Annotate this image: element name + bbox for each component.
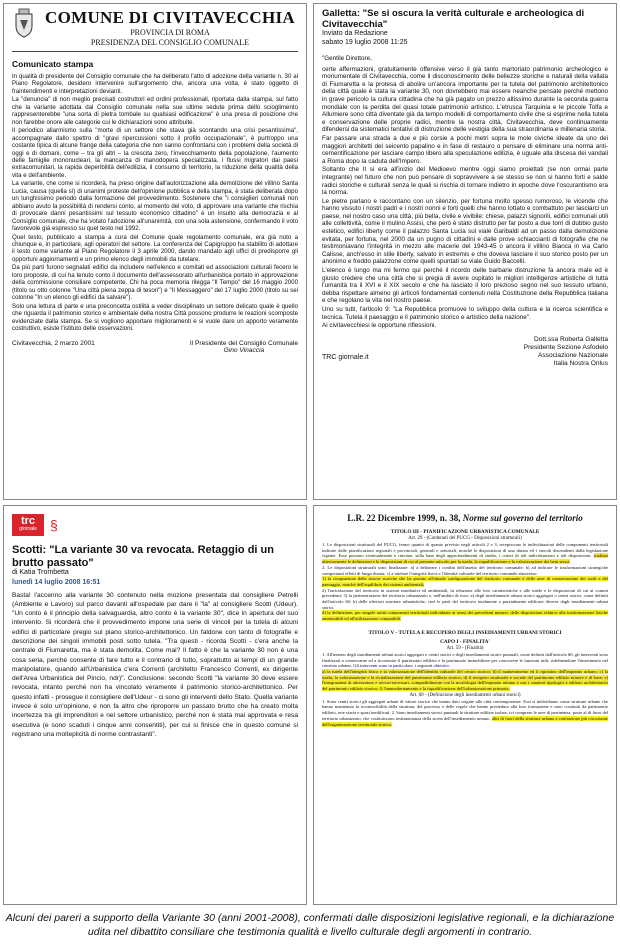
signature-role: Il Presidente del Consiglio Comunale	[189, 340, 298, 348]
paragraph: Da più parti furono segnalati edifici da includere nell'elenco e comitati ed associazioni culturali fecero le loro proposte, di cui ha tenuto conto il documento dell'assessorato all'urbanistica portato in approvazione della commissione consiliare competente. Chi ha poca memoria rilegga "Il Tempo" del 16 maggio 2000 (titolo su otto colonne "Una città piena zeppa di tesori") e "Il Messaggero" del 17 luglio 2000 (titolo su sei colonne "In un elenco gli edifici da salvare").	[12, 264, 298, 302]
law-text	[322, 669, 608, 692]
place-date: Civitavecchia, 2 marzo 2001	[12, 340, 95, 348]
highlighted-text: studiare ulteriormente le definizioni e le disposizioni di cui al presente articolo per la tutela, la riqualificazione e la valorizzazione dei beni stessi.	[322, 553, 609, 565]
highlighted-text: 1) la ricognizione delle risorse storiche che ha portato all'attuale configurazione del territorio comunale e delle aree di conservazione dei suoli e del paesaggio, nonché dell'equilibrio dei sistemi ambientali;	[322, 576, 608, 587]
image-caption: Alcuni dei pareri a supporto della Variante 30 (anni 2001-2008), confermati dalle disposizioni legislative regionali, e la dichiarazione udita nel dibattito consiliare che testimonia qualità e livello culturale degli argomenti in contrario.	[5, 912, 615, 938]
seahorse-icon: §	[50, 517, 58, 533]
provincia-label: PROVINCIA DI ROMA	[130, 28, 210, 37]
letter-panel	[313, 3, 617, 500]
paragraph: Far passare una strada a due e più corsie a pochi metri sopra le mole civiche ideate da uno dei maggiori architetti del seicento papalino e in fase di restauro o pensare di eliminare una norma anti-cementificazione per lasciare campo libero alla speculazione edilizia, è uguale alla discesa dei vandali a Roma dopo la caduta dell'Impero.	[322, 134, 608, 165]
law-text-span: 1. Sono centri storici gli aggregati urbani di valore storico che hanno dato origine alle città contemporanee. Essi si individuano come strutture urbane che hanno mantenuto la riconoscibilità della struttura, del processo e delle regole che hanno presieduto alla loro formazione e sono costituiti da patrimonio edilizio, rete viaria e spazi inedificati. 2. Sono insediamenti storici puntuali le strutture edilizie isolate, ivi comprese le aree di pertinenza, poste al di fuori del territorio urbanizzato, che costituiscono testimonianza della storia dell'insediamento umano.	[322, 698, 608, 721]
paragraph: La variante, che come si ricorderà, ha preso origine dall'autorizzazione alla demolizione del villino Santa Lucia, causa (quella sì) di unanimi proteste dell'opinione pubblica e della stampa, è stata deliberata dopo un lunghissimo periodo dalla formazione del provvedimento. Sostenere che "i consiglieri comunali non abbiano avuto la possibilità di rendersi conto, al momento del voto, di approvare una variante che rischia di provocare danni pesantissimi sul tessuto economico cittadino" è un insulto alla democrazia e al Consiglio comunale, che ha votato l'adozione all'unanimità, con una sola astensione, confermando il voto favorevole già espresso su quel testo nel 1992.	[12, 180, 298, 233]
law-text: 2. Le disposizioni strutturali sono finalizzate: a) a delineare i confini dell'assetto del territorio comunale; b) ad indicare le trasformazioni strategiche comportanti effetti di lunga durata; c) a tutelare l'integrità fisica e l'identità culturale del territorio comunale attraverso:	[322, 564, 608, 576]
press-release-body	[12, 73, 298, 332]
signature-block	[190, 340, 298, 354]
highlighted-text: altri di fuori della struttura urbana a contrazione più circostante dell'organizzazione territoriale storica.	[322, 715, 608, 727]
trc-logo-sub: giornale	[19, 526, 37, 532]
law-body	[322, 542, 608, 622]
comune-name: COMUNE DI CIVITAVECCHIA	[45, 8, 295, 27]
press-release-title: Comunicato stampa	[12, 59, 94, 69]
paragraph: Ai civitavecchiesi le opportune riflessioni.	[322, 322, 437, 330]
signature-line: Dott.ssa Roberta Galletta	[533, 335, 608, 343]
article-panel	[3, 505, 307, 905]
law-title-plain: L.R. 22 Dicembre 1999, n. 38,	[347, 513, 461, 523]
paragraph: certe affermazioni, gratuitamente offensive verso il già tanto martoriato patrimonio archeologico e monumentale di Civitavecchia, come il disconoscimento delle bellezze storiche e naturali della vallata di Fiumaretta e la protesa di abolire un'ancora importante per la tutela del patrimonio architettonico della città quale è stata la variante 30, non dovrebbero mai essere neanche pensate perché mettono in grave pericolo la cultura cittadina che ha già pagato un prezzo altissimo durante la seconda guerra mondiale con la perdita del quasi totale patrimonio artistico. L'etrusca Tarquinia e le piccole Tolfa e Allumiere sono città diventate già da tempo modelli di comportamento civile che si esprime nella tutela e conservazione delle proprie radici, mentre la nostra città, Civitavecchia, deve continuamente difendersi da sistematici tentativi di distruzione delle vestigia della sua straordinaria e millenaria storia.	[322, 65, 608, 134]
press-release-panel	[3, 3, 307, 500]
law-text	[322, 699, 608, 728]
law-section-heading: TITOLO V - TUTELA E RECUPERO DEGLI INSEDIAMENTI URBANI STORICI	[368, 629, 562, 636]
trc-logo	[12, 514, 44, 536]
letter-signature	[322, 336, 608, 368]
law-section-heading: TITOLO III - PIANIFICAZIONE URBANISTICA COMUNALE	[390, 529, 540, 535]
law-article-heading: Art. 59 - (Finalità)	[446, 645, 484, 651]
law-chapter-heading: CAPO I - FINALITA'	[440, 638, 490, 645]
paragraph: In qualità di presidente del Consiglio comunale che ha deliberato l'atto di adozione della variante n. 30 al Piano Regolatore, desidero intervenire sull'argomento che, ancora una volta, è stato oggetto di fraintendimenti e interpretazioni devianti.	[12, 73, 298, 95]
highlighted-text: a) la tutela dell'integrità fisica e la valorizzazione dell'identità culturale del centro storico; b) il mantenimento ed il ripristino dell'impianto urbano; c) la tutela, la valorizzazione e la rivitalizzazione del patrimonio edilizio storico; d) il recupero strutturale e sociale del patrimonio edilizio minore e di base; e) l'integrazione di attrezzature e servizi necessari, compatibilmente con la morfologia dell'impianto urbano e con i caratteri tipologici e edilizio architettonici del patrimonio edilizio storico; f) l'ammodernamento e la riqualificazione dell'urbanizzazione primaria.	[322, 668, 608, 692]
law-body	[322, 652, 608, 692]
paragraph: Il periodico allarmismo sulla "morte di un settore che stava già scontando una crisi pesantissima", accompagnate dallo spettro di "gravi ripercussioni sotto il profilo occupazionale", è purtroppo una costante tipica di alcune frange della categoria che non sanno confrontarsi con i problemi della società di oggi e di domani, come – tra gli altri – la crescita zero, l'invecchiamento della popolazione, l'aumento delle famiglie mononucleari, la mancanza di manodopera specializzata, i flussi migratori dai paesi extracomunitari, la rapida deperibilità dell'edilizia, il consumo di territorio, la riduzione della qualità della vita e dell'ambiente.	[12, 127, 298, 179]
law-text-span: 1. Le disposizioni strutturali del PUCG, fermo quanto di quanto previsto negli articoli 2 e 3, recepiscono le individuazioni delle componenti territoriali indicate dalle pianificazioni regionali e provinciali, generali e settoriali, nonché le disposizioni di una durata ed i vincoli discendenti dalla legislazione vigente. Esse possono eventualmente e rinviare, sulla base degli approfondimenti di studio, i criteri di tali individuazioni e tali disposizioni.	[322, 542, 608, 559]
law-text: 1. All'interno degli insediamenti urbani storici aggregati o centri storici e degli insediamenti storici puntuali, come definiti dall'articolo 60, gli interventi sono finalizzati a conservarne ed a ricostruire il patrimonio edilizio e la patrimonio immobiliare per concorrere le funzioni utili, ridefinendone l'inserimento nel contesto urbano. Gli interventi sono in particolare, i seguenti obiettivi:	[322, 651, 608, 669]
coat-of-arms-icon	[12, 8, 36, 38]
letter-body	[322, 55, 608, 330]
paragraph: Solo una lettura di parte e una preconcetta ostilità a veder disciplinato un settore delicato quale è quello che riguarda il patrimonio storico e ambientale della nostra Città possono produrre le reazioni scomposte evidenziate dalla stampa. Se si vogliono apportare miglioramenti e si vuole dare un apporto veramente costruttivo, esiste l'istituto delle osservazioni.	[12, 302, 298, 332]
signature-line: Italia Nostra Onlus	[553, 359, 608, 367]
paragraph: Soltanto che Il si era all'inizio del Medioevo mentre oggi siamo proiettati (se non ormai parte integrante) nel futuro che non può pensare di sopravvivere a se stesso se non si hanno forti e salde radici storiche e culturali senza le quali si rischia di tornare indietro in epoche dove l'oscurantismo era la norma.	[322, 166, 608, 197]
article-title: Scotti: "La variante 30 va revocata. Retaggio di un brutto passato"	[12, 544, 274, 569]
law-title-italic: Norme sul governo del territorio	[462, 513, 583, 523]
law-body	[322, 699, 608, 728]
law-text	[322, 610, 608, 621]
law-panel	[313, 505, 617, 905]
paragraph: L'elenco è lungo ma mi fermo qui perché il ricordo delle barbarie distruzione fa ancora male ed è giusto credere che una città che si pregia di avere ospitato le migliori intelligenze artistiche di tutta l'umanità tra il XVI e il XIX secolo e che ha lasciato il loro prezioso segno nel suo tessuto urbano, debba rispettare almeno gli articoli fondamentali contenuti nella Costituzione della Repubblica italiana e che regolano la vita nel nostro paese.	[322, 267, 608, 305]
letter-sender: Inviato da Redazione	[322, 30, 388, 37]
law-text	[322, 576, 608, 587]
article-date: lunedì 14 luglio 2008 16:51	[12, 578, 101, 586]
paragraph: Uno su tutti, l'articolo 9: "La Repubblica promuove lo sviluppo della cultura e la ricerca scientifica e tecnica. Tutela il paesaggio e il patrimonio storico e artistico della nazione".	[322, 306, 608, 321]
signature-line: Associazione Nazionale	[537, 351, 608, 359]
letter-greeting: "Gentile Direttore,	[322, 55, 372, 62]
signature-line: Presidente Sezione Asfodelo	[523, 343, 608, 351]
signature-name: Gino Vinaccia	[223, 347, 265, 355]
law-article-heading: Art. 60 - (Definizione degli insediamenti urbani storici)	[409, 692, 521, 698]
source-site: TRC giornale.it	[322, 353, 369, 361]
article-body: Basta! l'accenno alla variante 30 contenuto nella mozione presentata dal consigliere Petrelli (Ambiente e Lavoro) sul parco davanti all'ospedale par dare il "la" al consigliere Scotti (Udeur). "Un conto è il principio della salvaguardia, altro conto è la variante 30", dice in apertura del suo intervento. Si ricorderà che il provvedimento impone una serie di vincoli per la tutela di alcuni edifici di particolare pregio sul piano storico-architettonico. Un faldone con tanto di fotografie e descrizione dei singoli immobili posti sotto tutela. "Tra questi - ricorda Scotti - c'era anche la centrale di Fiumaretta, ma è stata demolita. Come mai? Il fatto è che la variante 30 non è una cosa seria, perché consente di fare tutto e il contrario di tutto, soprattutto ai tempi di un grande manipolatore, quando all'Urbanistica c'era Correnti (architetto Francesco Correnti, ex dirigente dell'Area Urbanistica del Pincio, ndr)". Conclusione: secondo Scotti "la variante 30 deve essere revocata, intanto perché non ha vincolato veramente il patrimonio storico-architettonico. Per questo infatti - prosegue il consigliere dell'Udeur - ci sono gli interventi dello Stato. Quella variante invece è solo un'opinione, e non fa altro che riproporre un passato brutto che ha creato molta incertezza tra gli imprenditori e nel settore urbanistico, perché non è stata mai approvata e resa esecutiva (e sono scaduti i cinque anni consentiti), per cui si finisce che in questo comune si registrano una molteplicità di norme contrastanti".	[12, 591, 298, 738]
article-author: di Katia Trombetta	[12, 569, 69, 576]
paragraph: Le pietre parlano e raccontano con un silenzio, per fortuna molto spesso rumoroso, le vicende che hanno vissuto i nostri padri e i nostri nonni e forti quelli che hanno lottato e combattuto per lasciarci un paese, nel nostro caso una città, più bella, civile e vivibile: chiese, palazzi signorili, edifici comunali utili alle collettività, come il mulino Assisi, che però è stato distrutto per far posto a due torri di dubbio gusto estetico, edifici liberty come il palazzo Santa Lucia sul viale Garibaldi ad un passo dalla demolizione evitata, per fortuna, nel 2000 da un pugno di cittadini e dalle prove schiaccianti di fotografie che ne testimoniavano l'integrità in mezzo alle macerie del 1943-45 o ancora il villino Bianca in via Carlo Calisse, anch'esso in stile liberty, salvato in estremis e che doveva lasciare il suo storico posto per un anonimo e freddo palazzone come quelli spuntati su viale Guido Baccelli.	[322, 197, 608, 266]
trc-header	[12, 514, 298, 536]
presidenza-label: PRESIDENZA DEL CONSIGLIO COMUNALE	[90, 38, 250, 47]
letter-date: sabato 19 luglio 2008 11:25	[322, 38, 408, 46]
press-release-footer	[12, 340, 298, 354]
law-text: 2) l'articolazione del territorio in sistemi insediativi ed ambientali, in relazione alle loro caratteristiche e alle tutele e le disposizioni di cui ai commi precedenti; 3) la perimetrazione del territorio urbanizzato e, nell'ambito di esso: a) degli insediamenti urbani storici aggregati o centri storici, come definiti dall'articolo 60; b) delle ulteriori strutture urbanistiche, cioè le parti del territorio totalmente o parzialmente edificate diverse dagli insediamenti urbani storici.	[322, 587, 608, 610]
law-article-heading: Art. 29 - (Contenuti del PUCG - Disposizioni strutturali)	[408, 536, 522, 541]
paragraph: Quel testo, pubblicato a stampa a cura del Comune quale regolamento comunale, era già noto a chiunque e, in particolare, agli operatori del settore. La conferenza dei Capigruppo ha stabilito di adottare il testo come variante al Piano Regolatore il 3 aprile 2000, dando mandato agli uffici di predisporre gli opportuni aggiornamenti e un primo elenco degli immobili da tutelare.	[12, 233, 298, 263]
law-text	[322, 542, 608, 565]
trc-logo-main: trc	[20, 515, 36, 527]
law-title	[322, 513, 608, 523]
comune-header	[12, 8, 298, 52]
letter-title: Galletta: "Se si oscura la verità culturale e archeologica di Civitavecchia"	[322, 8, 585, 30]
highlighted-text: d) la definizione, per singole unità componenti territoriali individuate ai sensi dei precedenti numeri, delle disposizioni relative alla trasformazione fisiche ammissibili ed all'utilizzazione compatibili.	[322, 610, 608, 622]
paragraph: La "denuncia" di non meglio precisati costruttori ed ordini professionali, riportata dalla stampa, sul fatto che la variante adottata dal Consiglio comunale nella sue ultime sedute prima dello scioglimento rappresenterebbe "una sorta di pietra tombale su qualsiasi edificazione" è una presa di posizione che non farebbe onore alle categorie cui le dichiarazioni sono attribuite.	[12, 96, 298, 126]
